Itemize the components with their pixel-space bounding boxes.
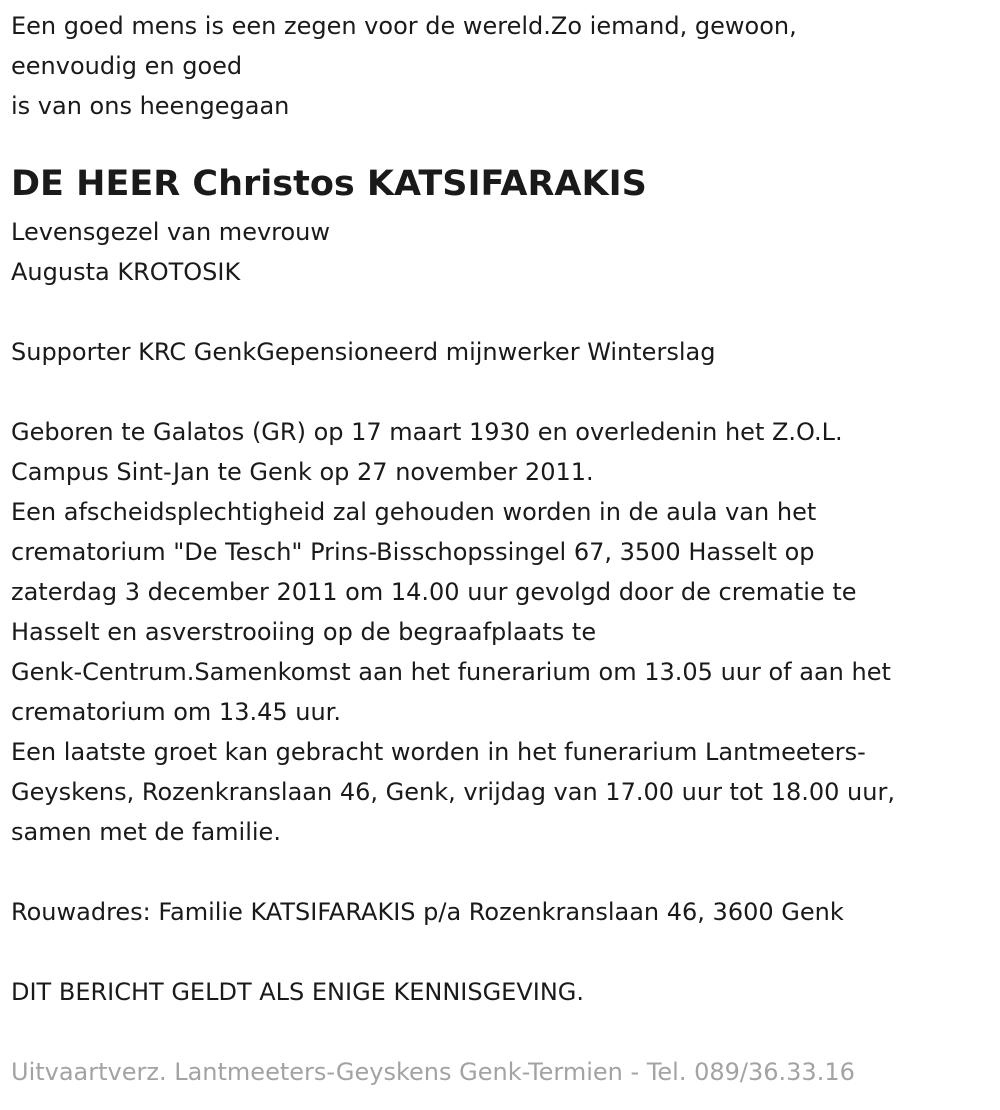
partner-info — [11, 212, 991, 292]
body-line: Campus Sint-Jan te Genk op 27 november 2011. — [11, 458, 594, 486]
body-line: Een afscheidsplechtigheid zal gehouden worden in de aula van het — [11, 498, 817, 526]
spacer — [11, 292, 991, 332]
supporter-line: Supporter KRC GenkGepensioneerd mijnwerker Winterslag — [11, 338, 716, 366]
body-line: Een laatste groet kan gebracht worden in het funerarium Lantmeeters- — [11, 738, 866, 766]
body-line: Geboren te Galatos (GR) op 17 maart 1930 en overledenin het Z.O.L. — [11, 418, 843, 446]
body-line: crematorium om 13.45 uur. — [11, 698, 341, 726]
body-line: zaterdag 3 december 2011 om 14.00 uur gevolgd door de crematie te — [11, 578, 857, 606]
ceremony-details — [11, 412, 991, 852]
intro-line: is van ons heengegaan — [11, 92, 290, 120]
mourning-address: Rouwadres: Familie KATSIFARAKIS p/a Rozenkranslaan 46, 3600 Genk — [11, 898, 844, 926]
intro-line: Een goed mens is een zegen voor de wereld.Zo iemand, gewoon, — [11, 12, 797, 40]
notice-statement: DIT BERICHT GELDT ALS ENIGE KENNISGEVING. — [11, 978, 585, 1006]
spacer — [11, 1012, 991, 1052]
body-line: Genk-Centrum.Samenkomst aan het funerarium om 13.05 uur of aan het — [11, 658, 891, 686]
spacer — [11, 932, 991, 972]
body-line: Hasselt en asverstrooiing op de begraafplaats te — [11, 618, 597, 646]
partner-line: Augusta KROTOSIK — [11, 258, 241, 286]
funeral-home-footer: Uitvaartverz. Lantmeeters-Geyskens Genk-Termien - Tel. 089/36.33.16 — [11, 1058, 855, 1086]
body-line: samen met de familie. — [11, 818, 281, 846]
spacer — [11, 372, 991, 412]
body-line: crematorium "De Tesch" Prins-Bisschopssingel 67, 3500 Hasselt op — [11, 538, 815, 566]
intro-text — [11, 6, 991, 126]
obituary-notice — [11, 6, 991, 1092]
spacer — [11, 852, 991, 892]
intro-line: eenvoudig en goed — [11, 52, 243, 80]
body-line: Geyskens, Rozenkranslaan 46, Genk, vrijdag van 17.00 uur tot 18.00 uur, — [11, 778, 895, 806]
deceased-name: DE HEER Christos KATSIFARAKIS — [11, 164, 647, 204]
partner-line: Levensgezel van mevrouw — [11, 218, 331, 246]
